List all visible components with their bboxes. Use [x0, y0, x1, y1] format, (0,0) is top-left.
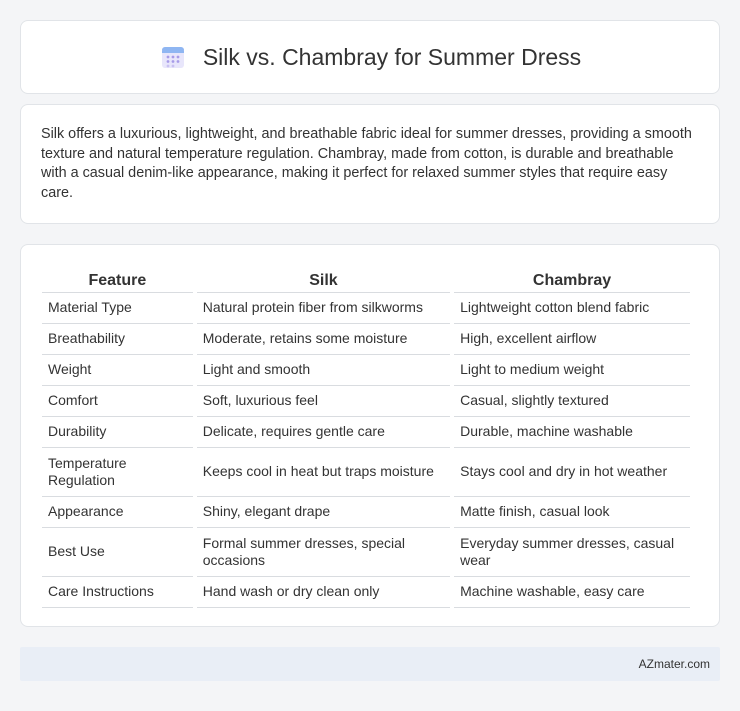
feature-cell: Temperature Regulation [42, 448, 193, 497]
feature-cell: Weight [42, 355, 193, 386]
footer [20, 647, 720, 681]
title-wrap [159, 43, 581, 71]
header-card [20, 20, 720, 94]
feature-cell: Care Instructions [42, 577, 193, 608]
chambray-cell: Everyday summer dresses, casual wear [454, 528, 690, 577]
table-row [42, 528, 690, 577]
footer-brand[interactable]: AZmater.com [638, 657, 710, 671]
header-silk: Silk [197, 265, 450, 293]
chambray-cell: Matte finish, casual look [454, 497, 690, 528]
silk-cell: Soft, luxurious feel [197, 386, 450, 417]
comparison-card [20, 244, 720, 627]
table-row [42, 448, 690, 497]
table-row [42, 293, 690, 324]
silk-cell: Natural protein fiber from silkworms [197, 293, 450, 324]
table-row [42, 497, 690, 528]
silk-cell: Hand wash or dry clean only [197, 577, 450, 608]
table-row [42, 355, 690, 386]
feature-cell: Material Type [42, 293, 193, 324]
silk-cell: Moderate, retains some moisture [197, 324, 450, 355]
table-header-row [42, 265, 690, 293]
silk-cell: Keeps cool in heat but traps moisture [197, 448, 450, 497]
table-row [42, 417, 690, 448]
silk-cell: Delicate, requires gentle care [197, 417, 450, 448]
silk-cell: Light and smooth [197, 355, 450, 386]
summary-card [20, 104, 720, 224]
silk-cell: Shiny, elegant drape [197, 497, 450, 528]
chambray-cell: Lightweight cotton blend fabric [454, 293, 690, 324]
feature-cell: Comfort [42, 386, 193, 417]
chambray-cell: Light to medium weight [454, 355, 690, 386]
page-title: Silk vs. Chambray for Summer Dress [202, 43, 582, 70]
chambray-cell: High, excellent airflow [454, 324, 690, 355]
chambray-cell: Casual, slightly textured [454, 386, 690, 417]
table-row [42, 386, 690, 417]
table-row [42, 324, 690, 355]
feature-cell: Appearance [42, 497, 193, 528]
feature-cell: Best Use [42, 528, 193, 577]
chambray-cell: Durable, machine washable [454, 417, 690, 448]
header-feature: Feature [42, 265, 193, 293]
comparison-table [38, 265, 694, 608]
chambray-cell: Machine washable, easy care [454, 577, 690, 608]
chambray-cell: Stays cool and dry in hot weather [454, 448, 690, 497]
feature-cell: Durability [42, 417, 193, 448]
silk-cell: Formal summer dresses, special occasions [197, 528, 450, 577]
summary-text: Silk offers a luxurious, lightweight, and breathable fabric ideal for summer dresses, providing a smooth texture and natural temperature regulation. Chambray, made from cotton, is durable and breathable with a casual denim-like appearance, making it perfect for relaxed summer styles that require easy care. [41, 126, 692, 201]
calendar-icon [159, 43, 187, 71]
table-row [42, 577, 690, 608]
feature-cell: Breathability [42, 324, 193, 355]
header-chambray: Chambray [454, 265, 690, 293]
